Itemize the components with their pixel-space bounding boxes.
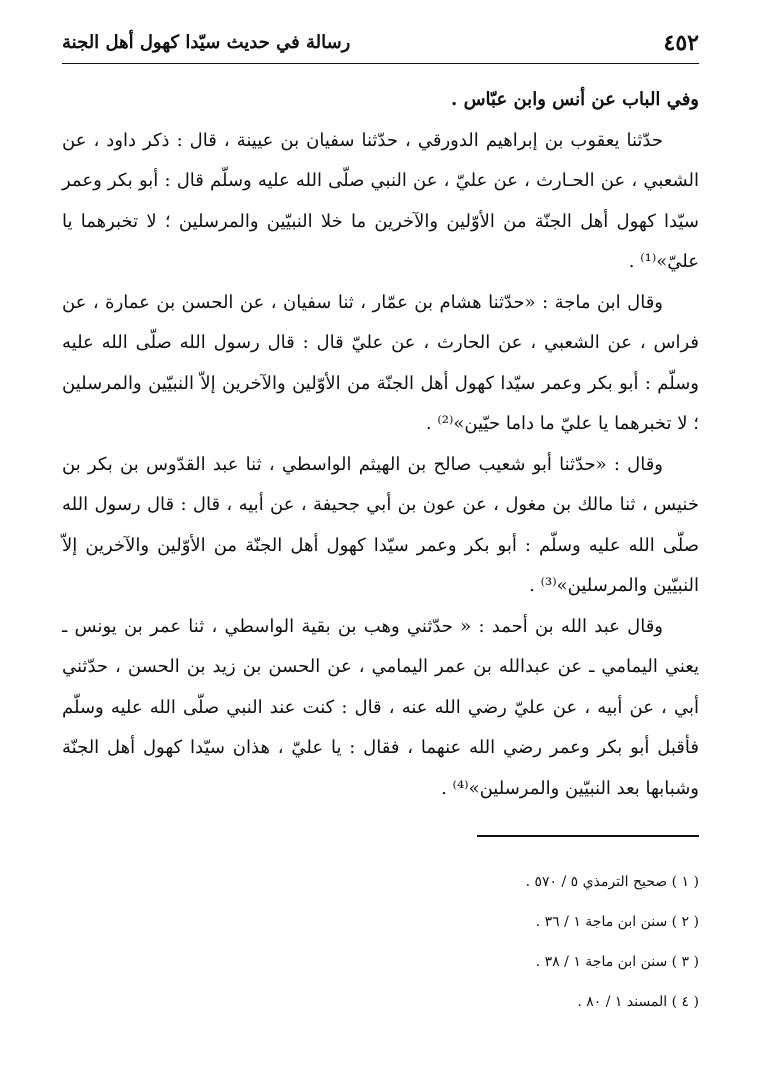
paragraph-2: حدّثنا يعقوب بن إبراهيم الدورقي ، حدّثنا سفيان بن عيينة ، قال : ذكر داود ، عن الشعبي ، عن الحـارث ، عن عليّ ، عن النبي صلّى الله عليه وسلّم قال : أبو بكر وعمر سيّدا كهول أهل الجنّة من الأوّلين والآخرين ما خلا النبيّين والمرسلين ؛ لا تخبرهما يا عليّ»⁽¹⁾ . bbox=[62, 129, 699, 272]
paragraph-1: وفي الباب عن أنس وابن عبّاس . bbox=[451, 89, 699, 110]
footnote-4: ( ٤ ) المسند ١ / ٨٠ . bbox=[577, 994, 699, 1010]
footnote-3: ( ٣ ) سنن ابن ماجة ١ / ٣٨ . bbox=[535, 954, 699, 970]
footnote-2: ( ٢ ) سنن ابن ماجة ١ / ٣٦ . bbox=[535, 914, 699, 930]
page-number: ٤٥٢ bbox=[663, 30, 699, 56]
paragraph-5: وقال عبد الله بن أحمد : « حدّثني وهب بن بقية الواسطي ، ثنا عمر بن يونس ـ يعني اليمامي ـ عن عبدالله بن عمر اليمامي ، عن الحسن بن زيد بن الحسن ، حدّثني أبي ، عن أبيه ، عن عليّ رضي الله عنه ، قال : كنت عند النبي صلّى الله عليه وسلّم فأقبل أبو بكر وعمر رضي الله عنهما ، فقال : يا عليّ ، هذان سيّدا كهول أهل الجنّة وشبابها بعد النبيّين والمرسلين»⁽⁴⁾ . bbox=[62, 615, 699, 799]
paragraph-3: وقال ابن ماجة : «حدّثنا هشام بن عمّار ، ثنا سفيان ، عن الحسن بن عمارة ، عن فراس ، عن الشعبي ، عن الحارث ، عن عليّ قال : قال رسول الله صلّى الله عليه وسلّم : أبو بكر وعمر سيّدا كهول أهل الجنّة من الأوّلين والآخرين إلاّ النبيّين والمرسلين ؛ لا تخبرهما يا عليّ ما داما حيّين»⁽²⁾ . bbox=[62, 291, 700, 434]
footnote-divider bbox=[477, 835, 699, 837]
running-title: رسالة في حديث سيّدا كهول أهل الجنة bbox=[62, 32, 351, 53]
main-text bbox=[62, 80, 699, 809]
header-divider bbox=[62, 63, 699, 64]
page-header bbox=[62, 28, 699, 64]
paragraph-4: وقال : «حدّثنا أبو شعيب صالح بن الهيثم الواسطي ، ثنا عبد القدّوس بن بكر بن خنيس ، ثنا مالك بن مغول ، عن عون بن أبي جحيفة ، عن أبيه ، قال : قال رسول الله صلّى الله عليه وسلّم : أبو بكر وعمر سيّدا كهول أهل الجنّة من الأوّلين والآخرين إلاّ النبيّين والمرسلين»⁽³⁾ . bbox=[62, 453, 699, 596]
footnotes bbox=[200, 862, 699, 1022]
footnote-1: ( ١ ) صحيح الترمذي ٥ / ٥٧٠ . bbox=[525, 874, 699, 890]
